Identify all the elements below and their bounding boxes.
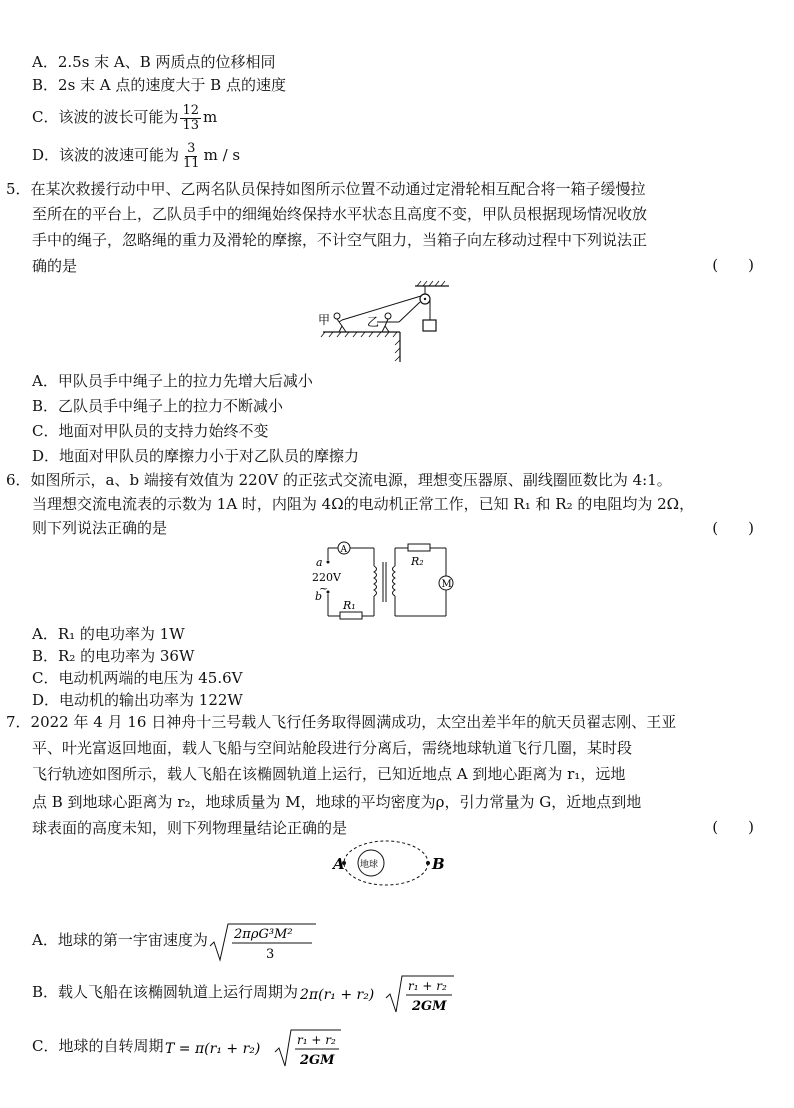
q4-option-c: C．该波的波长可能为 $\frac{12}{13}$ m — [32, 102, 218, 133]
q6-stem-line-1: 6．如图所示，a、b 端接有效值为 220V 的正弦式交流电源，理想变压器原、副线圈匝数比为 4:1。 — [6, 471, 672, 489]
q7-c-formula — [163, 1025, 343, 1070]
q7-earth-label: 地球 — [360, 860, 379, 870]
q4-d-fraction: $\frac{3}{11}$ — [183, 140, 200, 171]
q7-point-b: B — [432, 855, 445, 873]
q7-answer-paren: ( ) — [712, 818, 754, 836]
q7-option-b: B．载人飞船在该椭圆轨道上运行周期为 2π(r₁ + r₂) r₁ + r₂ 2GM — [32, 970, 458, 1014]
svg-text:2πρG³M²: 2πρG³M² — [233, 926, 293, 942]
q6-r2-label: R₂ — [411, 555, 424, 568]
q6-option-c: C．电动机两端的电压为 45.6V — [32, 669, 243, 687]
q4-c-fraction: $\frac{12}{13}$ — [182, 102, 200, 133]
q6-voltage-label: 220V — [312, 571, 341, 584]
q6-circuit-figure — [306, 536, 466, 622]
q5-answer-paren: ( ) — [712, 256, 754, 274]
q7-option-c: C．地球的自转周期 T = π(r₁ + r₂) r₁ + r₂ 2GM — [32, 1024, 343, 1068]
q5-option-d: D．地面对甲队员的摩擦力小于对乙队员的摩擦力 — [32, 447, 360, 465]
q5-option-c: C．地面对甲队员的支持力始终不变 — [32, 422, 269, 440]
svg-text:2GM: 2GM — [412, 998, 447, 1014]
q6-stem-line-2: 当理想交流电流表的示数为 1A 时，内阻为 4Ω的电动机正常工作，已知 R₁ 和 R₂ 的电阻均为 2Ω， — [32, 495, 695, 513]
q7-stem-line-4: 点 B 到地球心距离为 r₂，地球质量为 M，地球的平均密度为ρ，引力常量为 G，近地点到地 — [32, 793, 642, 811]
q5-stem-line-2: 至所在的平台上，乙队员手中的细绳始终保持水平状态且高度不变，甲队员根据现场情况收放 — [32, 205, 648, 223]
q5-pulley-figure — [315, 280, 455, 366]
q7-option-a: A．地球的第一宇宙速度为 2πρG³M² 3 — [32, 918, 318, 962]
q7-stem-line-3: 飞行轨迹如图所示，载人飞船在该椭圆轨道上运行，已知近地点 A 到地心距离为 r₁，远地 — [32, 765, 626, 783]
q4-option-d: D．该波的波速可能为 $\frac{3}{11}$ m / s — [32, 140, 241, 171]
q7-point-a: A — [333, 855, 345, 873]
q7-stem-line-5: 球表面的高度未知，则下列物理量结论正确的是 — [32, 819, 348, 837]
svg-text:2π(r₁ + r₂): 2π(r₁ + r₂) — [300, 986, 375, 1003]
q7-b-formula — [298, 971, 458, 1016]
q4-option-a: A．2.5s 末 A、B 两质点的位移相同 — [32, 53, 276, 71]
q6-terminal-a: a — [316, 556, 323, 569]
q5-option-b: B．乙队员手中绳子上的拉力不断减小 — [32, 397, 284, 415]
q6-motor-label: M — [441, 579, 452, 590]
q6-tilde: ~ — [319, 582, 329, 595]
q6-answer-paren: ( ) — [712, 519, 754, 537]
q5-label-jia: 甲 — [318, 313, 331, 327]
q7-stem-line-1: 7．2022 年 4 月 16 日神舟十三号载人飞行任务取得圆满成功，太空出差半年的航天员翟志刚、王亚 — [6, 713, 677, 731]
q6-option-b: B．R₂ 的电功率为 36W — [32, 647, 195, 665]
q7-stem-line-2: 平、叶光富返回地面，载人飞船与空间站舱段进行分离后，需绕地球轨道飞行几圈，某时段 — [32, 739, 633, 757]
q6-terminal-b: b — [315, 590, 323, 603]
q5-label-yi: 乙 — [367, 315, 380, 329]
q6-stem-line-3: 则下列说法正确的是 — [32, 519, 168, 537]
q6-option-a: A．R₁ 的电功率为 1W — [32, 625, 185, 643]
q6-ammeter-label: A — [340, 545, 347, 555]
q7-orbit-figure — [330, 838, 445, 892]
svg-text:r₁ + r₂: r₁ + r₂ — [297, 1032, 337, 1047]
q7-a-formula — [208, 919, 318, 964]
svg-text:3: 3 — [265, 946, 275, 962]
svg-text:r₁ + r₂: r₁ + r₂ — [408, 978, 447, 993]
q5-stem-line-3: 手中的绳子，忽略绳的重力及滑轮的摩擦，不计空气阻力，当箱子向左移动过程中下列说法正 — [32, 231, 648, 249]
q5-stem-line-1: 5．在某次救援行动中甲、乙两名队员保持如图所示位置不动通过定滑轮相互配合将一箱子缓慢拉 — [6, 180, 646, 198]
svg-text:2GM: 2GM — [300, 1052, 336, 1068]
q5-option-a: A．甲队员手中绳子上的拉力先增大后减小 — [32, 372, 313, 390]
q4-option-b: B．2s 末 A 点的速度大于 B 点的速度 — [32, 76, 286, 94]
q5-stem-line-4: 确的是 — [32, 257, 78, 275]
svg-text:T = π(r₁ + r₂): T = π(r₁ + r₂) — [165, 1040, 261, 1057]
q6-option-d: D．电动机的输出功率为 122W — [32, 691, 243, 709]
q6-r1-label: R₁ — [343, 599, 356, 612]
